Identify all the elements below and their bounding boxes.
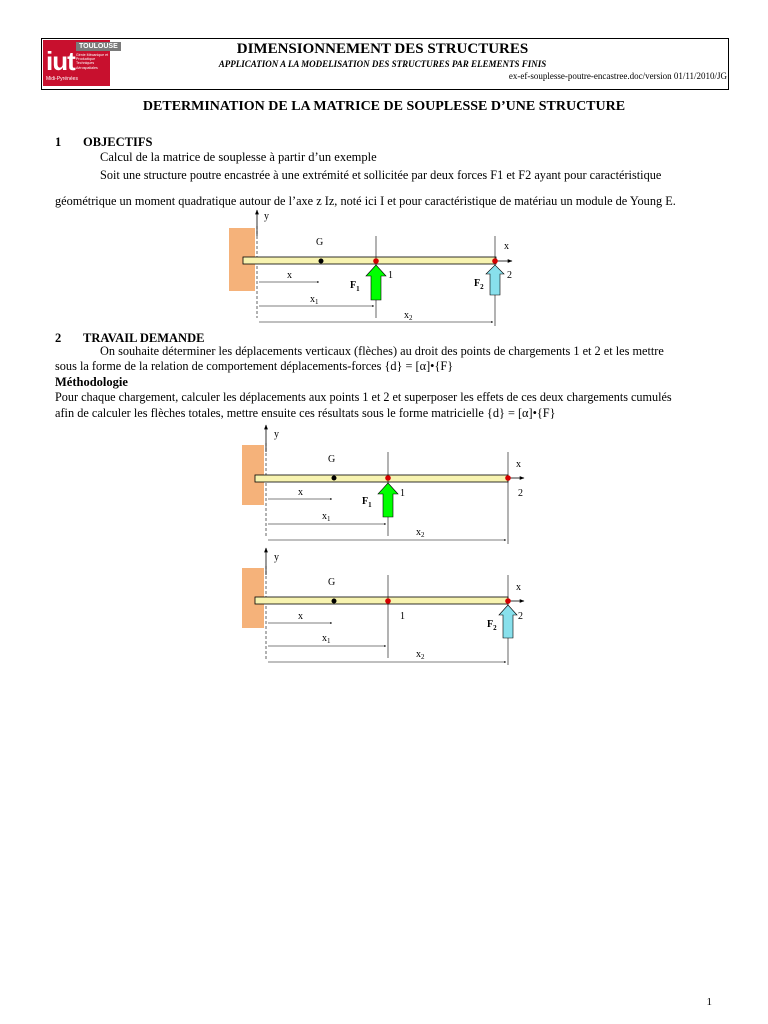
beam <box>255 597 508 604</box>
x2-dimension-label: $x_2$ <box>416 649 425 661</box>
x1-dimension-label: $x_1$ <box>322 633 331 645</box>
logo-dept-text: Génie Mécanique et Productique Techniques Aérospatiales <box>76 53 109 70</box>
point-2-label: 2 <box>507 270 512 281</box>
F1-label: $F_1$ <box>350 280 360 293</box>
centroid-point <box>319 259 324 264</box>
point-1-label: 1 <box>400 488 405 499</box>
page-number: 1 <box>706 996 712 1008</box>
point-1 <box>385 475 391 481</box>
centroid-point <box>332 476 337 481</box>
x-dimension-label: x <box>298 487 303 498</box>
point-1-label: 1 <box>388 270 393 281</box>
header-reference: ex-ef-souplesse-poutre-encastree.doc/version 01/11/2010/JG <box>508 71 727 81</box>
point-2-label: 2 <box>518 611 523 622</box>
G-label: G <box>328 577 336 588</box>
x1-dimension-label: $x_1$ <box>322 511 331 523</box>
point-1 <box>373 258 379 264</box>
logo-toulouse-text: TOULOUSE <box>76 42 121 51</box>
diagram-2 <box>242 425 524 544</box>
force-F1-arrow <box>366 265 386 300</box>
document-title: DETERMINATION DE LA MATRICE DE SOUPLESSE D’UNE STRUCTURE <box>142 99 626 114</box>
diagram-3 <box>242 548 524 665</box>
point-1 <box>385 598 391 604</box>
F2-label: $F_2$ <box>487 619 497 632</box>
section1-heading: OBJECTIFS <box>83 135 153 149</box>
section2-para1-line1: On souhaite déterminer les déplacements verticaux (flèches) au droit des points de chargements 1 et 2 et les mettre <box>100 344 664 358</box>
point-2 <box>505 475 511 481</box>
section1-number: 1 <box>55 135 62 149</box>
method-heading: Méthodologie <box>55 375 128 389</box>
point-2-label: 2 <box>518 488 523 499</box>
header-title: DIMENSIONNEMENT DES STRUCTURES <box>236 41 529 57</box>
section2-heading: TRAVAIL DEMANDE <box>83 331 205 345</box>
point-2 <box>505 598 511 604</box>
point-1-label: 1 <box>400 611 405 622</box>
y-label: y <box>274 429 279 440</box>
section1-line1: Calcul de la matrice de souplesse à partir d’un exemple <box>100 150 377 164</box>
x1-dimension-label: $x_1$ <box>310 294 319 306</box>
logo-iut-text: iut <box>46 46 75 76</box>
x2-dimension-label: $x_2$ <box>416 527 425 539</box>
method-line2: afin de calculer les flèches totales, mettre ensuite ces résultats sous le forme matricielle {d} = [α]•{F} <box>55 406 556 420</box>
point-2 <box>492 258 498 264</box>
section2-para1-line2: sous la forme de la relation de comportement déplacements-forces {d} = [α]•{F} <box>55 359 454 373</box>
section1-line3: géométrique un moment quadratique autour de l’axe z Iz, noté ici I et pour caractéristique de matériau un module de Young E. <box>55 194 676 208</box>
F2-label: $F_2$ <box>474 278 484 291</box>
force-F2-arrow <box>486 265 504 295</box>
x2-dimension-label: $x_2$ <box>404 310 413 322</box>
G-label: G <box>328 454 336 465</box>
beam <box>243 257 496 264</box>
F1-label: $F_1$ <box>362 496 372 509</box>
x-dimension-label: x <box>287 270 292 281</box>
section1-line2: Soit une structure poutre encastrée à une extrémité et sollicitée par deux forces F1 et F2 ayant pour caractéristique <box>100 168 662 182</box>
x-axis-label: x <box>504 241 509 252</box>
logo-midi-text: Midi-Pyrénées <box>46 76 78 82</box>
x-axis-label: x <box>516 582 521 593</box>
x-dimension-label: x <box>298 611 303 622</box>
G-label: G <box>316 237 324 248</box>
force-F2-arrow <box>499 605 517 638</box>
y-label: y <box>264 211 269 222</box>
y-label: y <box>274 552 279 563</box>
diagram-1 <box>229 210 512 326</box>
x-axis-label: x <box>516 459 521 470</box>
method-line1: Pour chaque chargement, calculer les déplacements aux points 1 et 2 et superposer les effets de ces deux chargements cumulés <box>55 390 672 404</box>
header-subtitle: APPLICATION A LA MODELISATION DES STRUCTURES PAR ELEMENTS FINIS <box>218 59 547 69</box>
centroid-point <box>332 599 337 604</box>
beam <box>255 475 508 482</box>
section2-number: 2 <box>55 331 62 345</box>
force-F1-arrow <box>378 483 398 517</box>
